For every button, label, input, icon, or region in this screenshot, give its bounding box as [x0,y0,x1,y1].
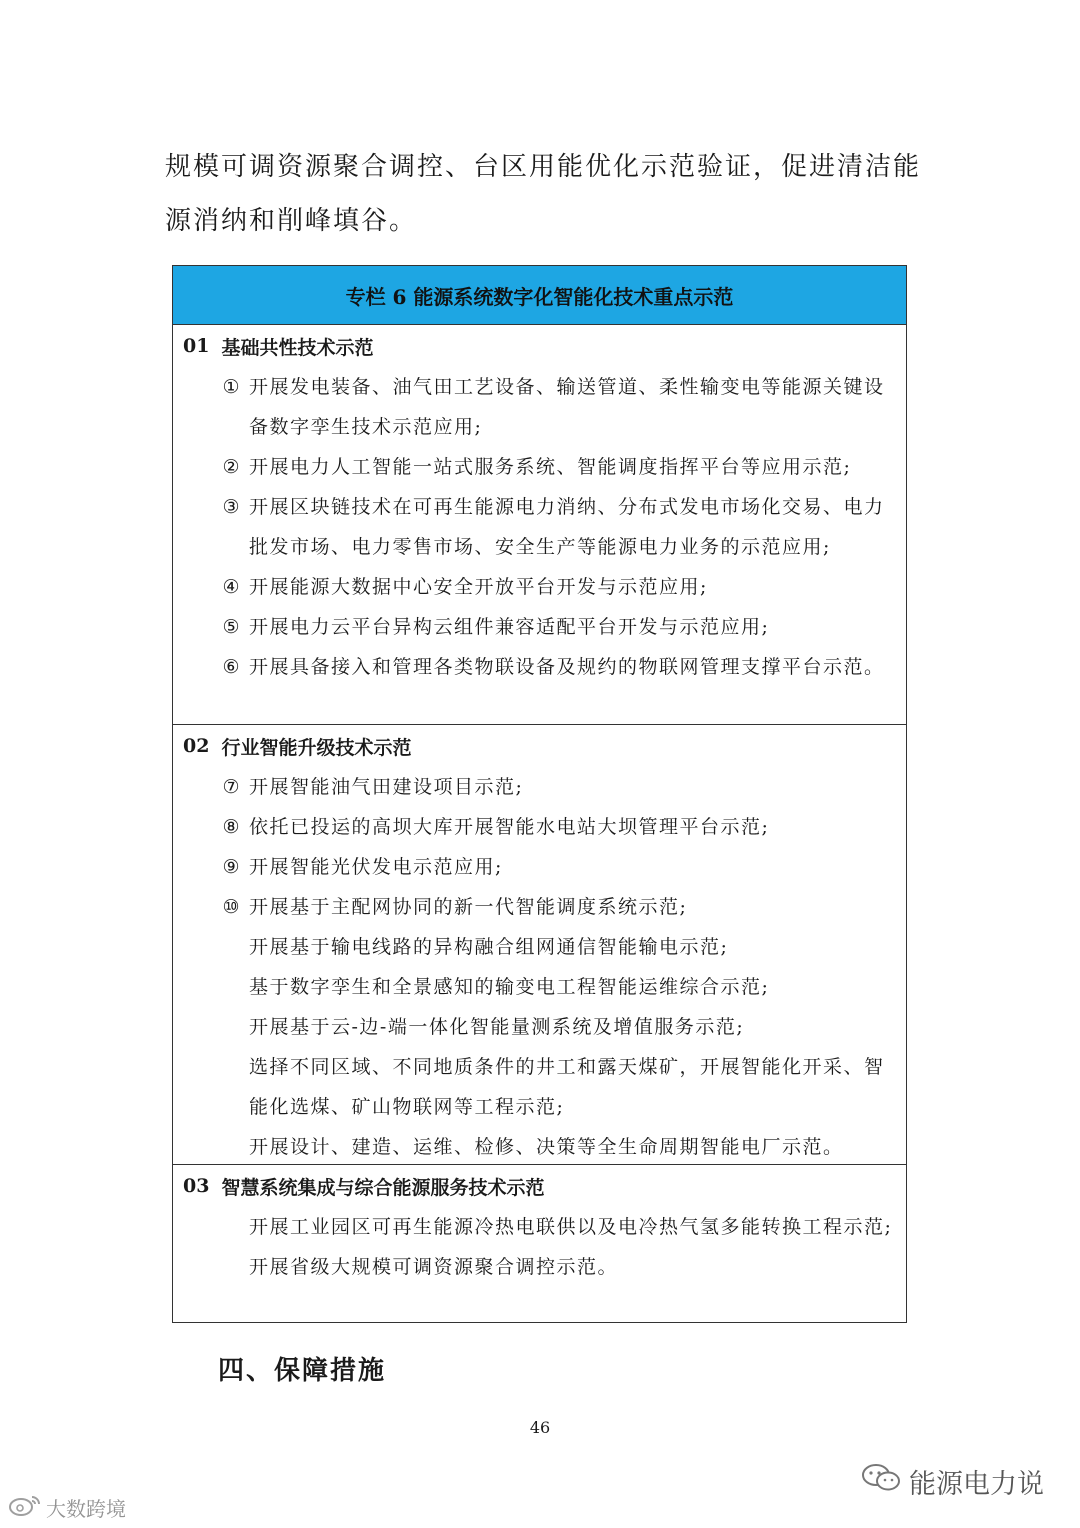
item-marker: ③ [222,496,241,518]
list-item [173,607,906,647]
item-marker: ⑨ [222,856,241,878]
item-marker: ⑦ [222,776,241,798]
wechat-icon [861,1463,901,1500]
item-text: 基于数字孪生和全景感知的输变电工程智能运维综合示范; [249,976,770,998]
list-item [173,1127,906,1167]
item-text: 开展电力人工智能一站式服务系统、智能调度指挥平台等应用示范; [249,456,852,478]
item-text: 依托已投运的高坝大库开展智能水电站大坝管理平台示范; [249,816,770,838]
item-text: 开展区块链技术在可再生能源电力消纳、分布式发电市场化交易、电力批发市场、电力零售市场、安全生产等能源电力业务的示范应用; [249,496,885,558]
item-text: 开展电力云平台异构云组件兼容适配平台开发与示范应用; [249,616,770,638]
list-item [173,1247,906,1287]
item-text: 选择不同区域、不同地质条件的井工和露天煤矿，开展智能化开采、智能化选煤、矿山物联网等工程示范; [249,1056,885,1118]
item-text: 开展智能油气田建设项目示范; [249,776,524,798]
item-marker [173,1127,249,1167]
item-text: 开展工业园区可再生能源冷热电联供以及电冷热气氢多能转换工程示范; [249,1216,893,1238]
list-item [173,567,906,607]
watermark-right [861,1462,1044,1501]
item-text: 开展省级大规模可调资源聚合调控示范。 [249,1256,619,1278]
item-marker: ⑧ [222,816,241,838]
section-heading [173,1165,906,1207]
section-title: 基础共性技术示范 [221,336,374,359]
list-item [173,967,906,1007]
page-number: 46 [529,1418,551,1437]
list-item [173,447,906,487]
section-03 [173,1165,906,1323]
item-marker: ⑤ [222,616,241,638]
item-text: 开展设计、建造、运维、检修、决策等全生命周期智能电厂示范。 [249,1136,844,1158]
item-marker [173,927,249,967]
section-01 [173,325,906,725]
item-marker: ⑥ [222,656,241,678]
list-item [173,1207,906,1247]
item-marker: ① [222,376,241,398]
item-marker [173,1247,249,1287]
list-item [173,887,906,927]
section-title: 行业智能升级技术示范 [221,736,412,759]
list-item [173,927,906,967]
list-item [173,487,906,567]
list-item [173,1047,906,1127]
list-item [173,807,906,847]
item-marker: ④ [222,576,241,598]
watermark-right-text: 能源电力说 [909,1469,1044,1500]
intro-paragraph: 规模可调资源聚合调控、台区用能优化示范验证，促进清洁能源消纳和削峰填谷。 [165,152,922,236]
item-marker [173,967,249,1007]
list-item [173,847,906,887]
section-02 [173,725,906,1165]
weibo-icon [8,1493,42,1522]
item-marker [173,1007,249,1047]
list-item [173,367,906,447]
section-heading-four: 四、保障措施 [218,1356,387,1386]
item-list [173,767,906,1167]
item-text: 开展基于输电线路的异构融合组网通信智能输电示范; [249,936,729,958]
item-text: 开展基于主配网协同的新一代智能调度系统示范; [249,896,688,918]
section-number: 03 [183,1175,210,1197]
section-heading [173,725,906,767]
list-item [173,647,906,687]
item-text: 开展基于云-边-端一体化智能量测系统及增值服务示范; [249,1016,745,1038]
item-text: 开展发电装备、油气田工艺设备、输送管道、柔性输变电等能源关键设备数字孪生技术示范应用; [249,376,885,438]
box-title: 专栏 6 能源系统数字化智能化技术重点示范 [173,266,906,325]
item-marker: ⑩ [222,896,241,918]
item-list [173,1207,906,1287]
item-text: 开展能源大数据中心安全开放平台开发与示范应用; [249,576,708,598]
item-marker: ② [222,456,241,478]
watermark-left-text: 大数跨境 [46,1497,126,1521]
section-heading [173,325,906,367]
section-title: 智慧系统集成与综合能源服务技术示范 [221,1176,545,1199]
watermark-left [8,1493,126,1522]
list-item [173,767,906,807]
section-number: 02 [183,735,210,757]
feature-box [172,265,907,1323]
item-marker [173,1047,249,1127]
section-number: 01 [183,335,210,357]
item-marker [173,1207,249,1247]
item-list [173,367,906,687]
item-text: 开展智能光伏发电示范应用; [249,856,503,878]
item-text: 开展具备接入和管理各类物联设备及规约的物联网管理支撑平台示范。 [249,656,885,678]
list-item [173,1007,906,1047]
